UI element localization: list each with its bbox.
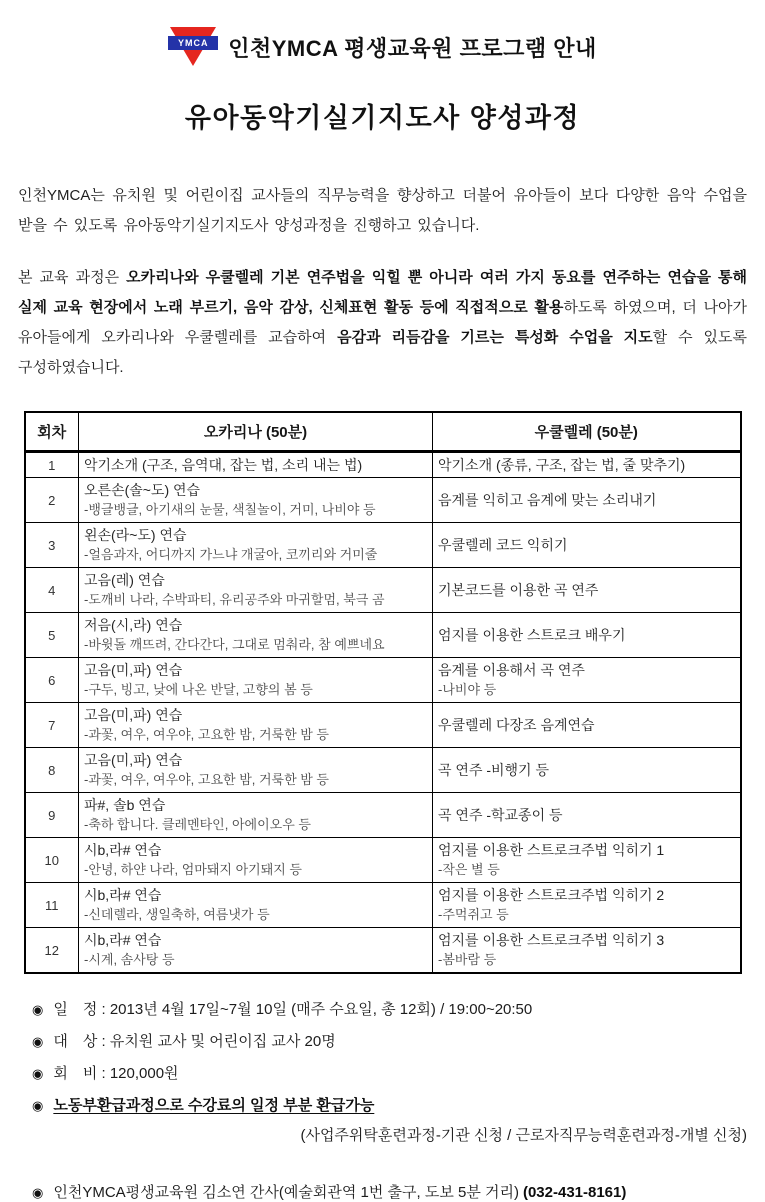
table-row — [25, 523, 741, 568]
bullet-icon: ◉ — [32, 1034, 44, 1049]
info-notes — [18, 998, 747, 1115]
cell-subline: -도깨비 나라, 수박파티, 유리공주와 마귀할멈, 북극 곰 — [84, 592, 385, 607]
ymca-logo-label: YMCA — [168, 36, 218, 50]
curriculum-table — [24, 411, 742, 974]
note-text: 노동부환급과정으로 수강료의 일정 부분 환급가능 — [53, 1097, 375, 1114]
bullet-icon: ◉ — [32, 1002, 44, 1017]
cell-subline: -나비야 등 — [438, 682, 497, 697]
cell-line: 시b,라# 연습 — [84, 887, 162, 903]
bullet-icon: ◉ — [32, 1185, 44, 1200]
cell-line: 고음(미,파) 연습 — [84, 662, 183, 678]
intro-paragraph-2 — [18, 263, 747, 383]
cell-line: 음계를 이용해서 곡 연주 — [438, 662, 585, 678]
cell-line: 엄지를 이용한 스트로크주법 익히기 1 — [438, 842, 665, 858]
table-row — [25, 568, 741, 613]
bullet-icon: ◉ — [32, 1098, 44, 1113]
ocarina-cell — [79, 928, 433, 974]
session-number-cell: 12 — [25, 928, 79, 974]
note-text: 대 상 : 유치원 교사 및 어린이집 교사 20명 — [53, 1033, 336, 1050]
ocarina-cell — [79, 613, 433, 658]
cell-subline: -신데렐라, 생일축하, 여름냇가 등 — [84, 907, 270, 922]
column-header-ocarina: 오카리나 (50분) — [79, 412, 433, 452]
session-number-cell: 4 — [25, 568, 79, 613]
ocarina-cell — [79, 478, 433, 523]
cell-line: 기본코드를 이용한 곡 연주 — [438, 582, 599, 598]
document-header — [18, 26, 747, 68]
ukulele-cell — [433, 793, 741, 838]
cell-subline: -안녕, 하얀 나라, 엄마돼지 아기돼지 등 — [84, 862, 302, 877]
session-number-cell: 1 — [25, 452, 79, 478]
ukulele-cell — [433, 613, 741, 658]
note-item — [18, 1094, 747, 1115]
table-row — [25, 478, 741, 523]
ocarina-cell — [79, 838, 433, 883]
cell-subline: -뱅글뱅글, 아기새의 눈물, 색칠놀이, 거미, 나비야 등 — [84, 502, 376, 517]
ocarina-cell — [79, 748, 433, 793]
course-title: 유아동악기실기지도사 양성과정 — [184, 103, 581, 133]
cell-subline: -과꽃, 여우, 여우야, 고요한 밤, 거룩한 밤 등 — [84, 772, 329, 787]
cell-line: 우쿨렐레 다장조 음계연습 — [438, 717, 595, 733]
application-note: (사업주위탁훈련과정-기관 신청 / 근로자직무능력훈련과정-개별 신청) — [300, 1127, 747, 1144]
contact-line — [18, 1181, 747, 1202]
cell-subline: -축하 합니다. 클레멘타인, 아에이오우 등 — [84, 817, 311, 832]
table-row — [25, 883, 741, 928]
cell-subline: -구두, 빙고, 낮에 나온 반달, 고향의 봄 등 — [84, 682, 313, 697]
session-number-cell: 6 — [25, 658, 79, 703]
header-title: 인천YMCA 평생교육원 프로그램 안내 — [228, 35, 597, 61]
cell-line: 엄지를 이용한 스트로크주법 익히기 2 — [438, 887, 665, 903]
cell-line: 곡 연주 -비행기 등 — [438, 762, 549, 778]
cell-subline: -얼음과자, 어디까지 가느냐 개굴아, 코끼리와 거미줄 — [84, 547, 378, 562]
cell-line: 왼손(라~도) 연습 — [84, 527, 187, 543]
contact-text: 인천YMCA평생교육원 김소연 간사(예술회관역 1번 출구, 도보 5분 거리) — [53, 1184, 519, 1201]
ocarina-cell — [79, 523, 433, 568]
session-number-cell: 3 — [25, 523, 79, 568]
ukulele-cell — [433, 838, 741, 883]
table-row — [25, 613, 741, 658]
cell-line: 악기소개 (구조, 음역대, 잡는 법, 소리 내는 법) — [84, 457, 363, 473]
cell-subline: -주먹쥐고 등 — [438, 907, 509, 922]
cell-line: 우쿨렐레 코드 익히기 — [438, 537, 568, 553]
bullet-icon: ◉ — [32, 1066, 44, 1081]
intro-paragraph-1: 인천YMCA는 유치원 및 어린이집 교사들의 직무능력을 향상하고 더불어 유아들이 보다 다양한 음악 수업을 받을 수 있도록 유아동악기실기지도사 양성과정을 진행하고 있습니다. — [18, 187, 747, 234]
ymca-logo-icon — [168, 26, 218, 68]
ukulele-cell — [433, 658, 741, 703]
note-item — [18, 1030, 747, 1051]
ukulele-cell — [433, 748, 741, 793]
table-row — [25, 793, 741, 838]
cell-line: 고음(미,파) 연습 — [84, 707, 183, 723]
ukulele-cell — [433, 568, 741, 613]
table-row — [25, 703, 741, 748]
ukulele-cell — [433, 703, 741, 748]
table-row — [25, 748, 741, 793]
cell-subline: -과꽃, 여우, 여우야, 고요한 밤, 거룩한 밤 등 — [84, 727, 329, 742]
cell-line: 시b,라# 연습 — [84, 842, 162, 858]
cell-line: 고음(레) 연습 — [84, 572, 165, 588]
note-text: 일 정 : 2013년 4월 17일~7월 10일 (매주 수요일, 총 12회) / 19:00~20:50 — [53, 1001, 533, 1018]
cell-line: 고음(미,파) 연습 — [84, 752, 183, 768]
ukulele-cell — [433, 478, 741, 523]
session-number-cell: 7 — [25, 703, 79, 748]
paragraph-segment: 본 교육 과정은 — [18, 269, 127, 286]
cell-line: 엄지를 이용한 스트로크주법 익히기 3 — [438, 932, 665, 948]
cell-line: 엄지를 이용한 스트로크 배우기 — [438, 627, 626, 643]
ocarina-cell — [79, 568, 433, 613]
cell-line: 시b,라# 연습 — [84, 932, 162, 948]
cell-line: 파#, 솔b 연습 — [84, 797, 166, 813]
cell-line: 오른손(솔~도) 연습 — [84, 482, 201, 498]
table-row — [25, 928, 741, 974]
session-number-cell: 11 — [25, 883, 79, 928]
paragraph-bold-segment: 오카리나와 우쿨렐레 기본 연주법을 익힐 뿐 아니라 여러 가지 동요를 연주하는 연습을 통해 실제 교육 현장에서 노래 부르기, 음악 감상, 신체표현 활동 등에 직접적으로 활용 — [18, 269, 747, 316]
column-header-ukulele: 우쿨렐레 (50분) — [433, 412, 741, 452]
ukulele-cell — [433, 452, 741, 478]
cell-line: 저음(시,라) 연습 — [84, 617, 183, 633]
table-header-row — [25, 412, 741, 452]
table-row — [25, 658, 741, 703]
paragraph-segment: 하도록 하였으며, 더 나아가 유아들에게 오카리나와 우쿨렐레를 교습하여 — [18, 299, 747, 346]
cell-subline: -바윗돌 깨뜨려, 간다간다, 그대로 멈춰라, 참 예쁘네요 — [84, 637, 385, 652]
cell-line: 악기소개 (종류, 구조, 잡는 법, 줄 맞추기) — [438, 457, 686, 473]
ocarina-cell — [79, 703, 433, 748]
cell-subline: -작은 별 등 — [438, 862, 500, 877]
session-number-cell: 9 — [25, 793, 79, 838]
contact-phone: (032-431-8161) — [522, 1184, 627, 1201]
paragraph-bold-segment: 음감과 리듬감을 기르는 특성화 수업을 지도 — [337, 329, 653, 346]
ukulele-cell — [433, 928, 741, 974]
ocarina-cell — [79, 658, 433, 703]
ukulele-cell — [433, 523, 741, 568]
ocarina-cell — [79, 452, 433, 478]
session-number-cell: 5 — [25, 613, 79, 658]
cell-line: 음계를 익히고 음계에 맞는 소리내기 — [438, 492, 657, 508]
column-header-session: 회차 — [25, 412, 79, 452]
cell-line: 곡 연주 -학교종이 등 — [438, 807, 563, 823]
table-row — [25, 838, 741, 883]
table-row — [25, 452, 741, 478]
session-number-cell: 2 — [25, 478, 79, 523]
cell-subline: -시계, 솜사탕 등 — [84, 952, 175, 967]
ukulele-cell — [433, 883, 741, 928]
note-text: 회 비 : 120,000원 — [53, 1065, 179, 1082]
note-item — [18, 1062, 747, 1083]
note-item — [18, 998, 747, 1019]
session-number-cell: 10 — [25, 838, 79, 883]
paragraph-segment: 할 수 있도록 구성하였습니다. — [18, 329, 747, 376]
session-number-cell: 8 — [25, 748, 79, 793]
ocarina-cell — [79, 883, 433, 928]
ocarina-cell — [79, 793, 433, 838]
cell-subline: -봄바람 등 — [438, 952, 497, 967]
